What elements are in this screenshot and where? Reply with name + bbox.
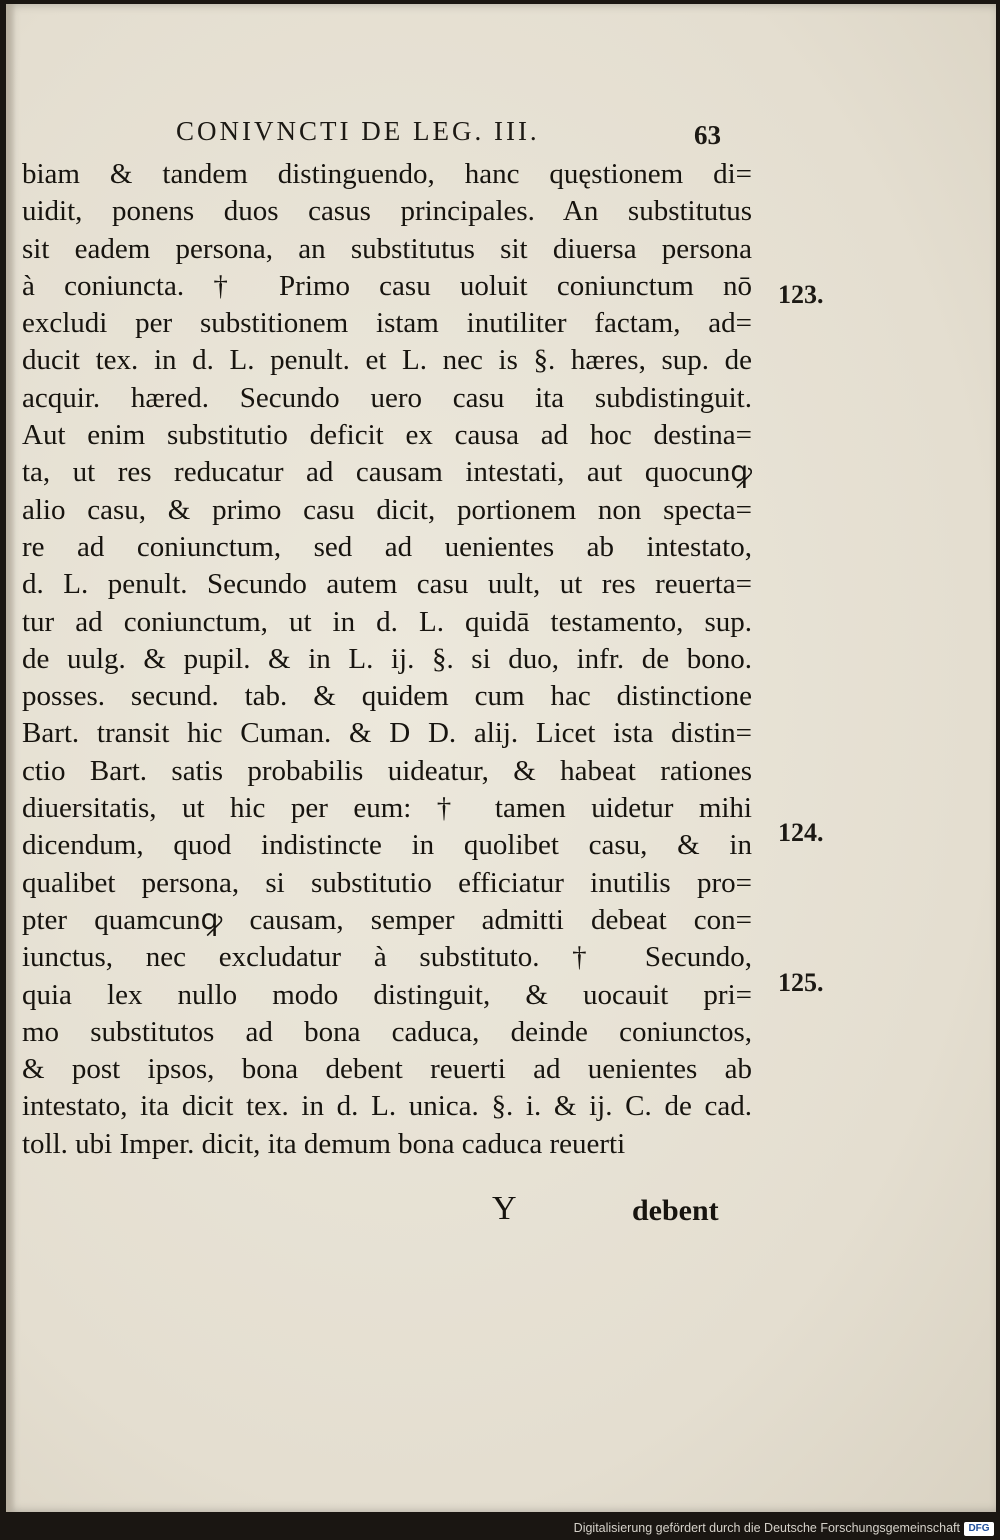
text-line: sit eadem persona, an substitutus sit diuersa persona xyxy=(22,232,752,265)
signature-mark: Y xyxy=(492,1190,517,1227)
dfg-logo: DFG xyxy=(964,1522,994,1536)
folio-number: 63 xyxy=(694,120,721,150)
text-line: Bart. transit hic Cuman. & D D. alij. Licet ista distin= xyxy=(22,717,752,750)
digitization-credit: Digitalisierung gefördert durch die Deutsche Forschungsgemeinschaft xyxy=(573,1521,960,1535)
margin-note: 125. xyxy=(778,968,824,997)
text-line: qualibet persona, si substitutio efficiatur inutilis pro= xyxy=(22,866,752,899)
text-line: alio casu, & primo casu dicit, portionem non specta= xyxy=(22,493,752,526)
catchword: debent xyxy=(632,1194,719,1227)
page-gutter-shadow xyxy=(6,4,16,1512)
text-line: & post ipsos, bona debent reuerti ad uenientes ab xyxy=(22,1053,752,1086)
text-line: mo substitutos ad bona caduca, deinde coniunctos, xyxy=(22,1015,752,1048)
body-text xyxy=(22,156,752,1163)
text-line: biam & tandem distinguendo, hanc quęstionem di= xyxy=(22,158,752,190)
text-line: quia lex nullo modo distinguit, & uocauit pri= xyxy=(22,978,752,1011)
text-line: pter quamcunꝙ causam, semper admitti debeat con= xyxy=(22,903,752,936)
text-line: diuersitatis, ut hic per eum: † tamen uidetur mihi xyxy=(22,792,752,825)
text-line: re ad coniunctum, sed ad uenientes ab intestato, xyxy=(22,530,752,563)
text-line: d. L. penult. Secundo autem casu uult, ut res reuerta= xyxy=(22,568,752,601)
text-line: de uulg. & pupil. & in L. ij. §. si duo, infr. de bono. xyxy=(22,642,752,675)
text-line: à coniuncta. † Primo casu uoluit coniunctum nō xyxy=(22,269,752,302)
text-line: dicendum, quod indistincte in quolibet casu, & in xyxy=(22,829,752,862)
text-line: iunctus, nec excludatur à substituto. † Secundo, xyxy=(22,941,752,974)
margin-note: 124. xyxy=(778,818,824,847)
text-line: tur ad coniunctum, ut in d. L. quidā testamento, sup. xyxy=(22,605,752,638)
text-line: uidit, ponens duos casus principales. An substitutus xyxy=(22,195,752,228)
text-line: Aut enim substitutio deficit ex causa ad hoc destina= xyxy=(22,419,752,452)
text-line: intestato, ita dicit tex. in d. L. unica. §. i. & ij. C. de cad. xyxy=(22,1090,752,1123)
running-header: CONIVNCTI DE LEG. III. xyxy=(176,116,540,146)
book-page xyxy=(6,4,996,1512)
text-line: ta, ut res reducatur ad causam intestati, aut quocunꝙ xyxy=(22,456,752,489)
margin-note: 123. xyxy=(778,280,824,309)
text-line: toll. ubi Imper. dicit, ita demum bona caduca reuerti xyxy=(22,1127,626,1160)
text-line: acquir. hæred. Secundo uero casu ita subdistinguit. xyxy=(22,381,752,414)
text-line: excludi per substitionem istam inutiliter factam, ad= xyxy=(22,307,752,340)
text-line: ducit tex. in d. L. penult. et L. nec is §. hæres, sup. de xyxy=(22,344,752,377)
text-line: ctio Bart. satis probabilis uideatur, & habeat rationes xyxy=(22,754,752,787)
text-line: posses. secund. tab. & quidem cum hac distinctione xyxy=(22,680,752,713)
